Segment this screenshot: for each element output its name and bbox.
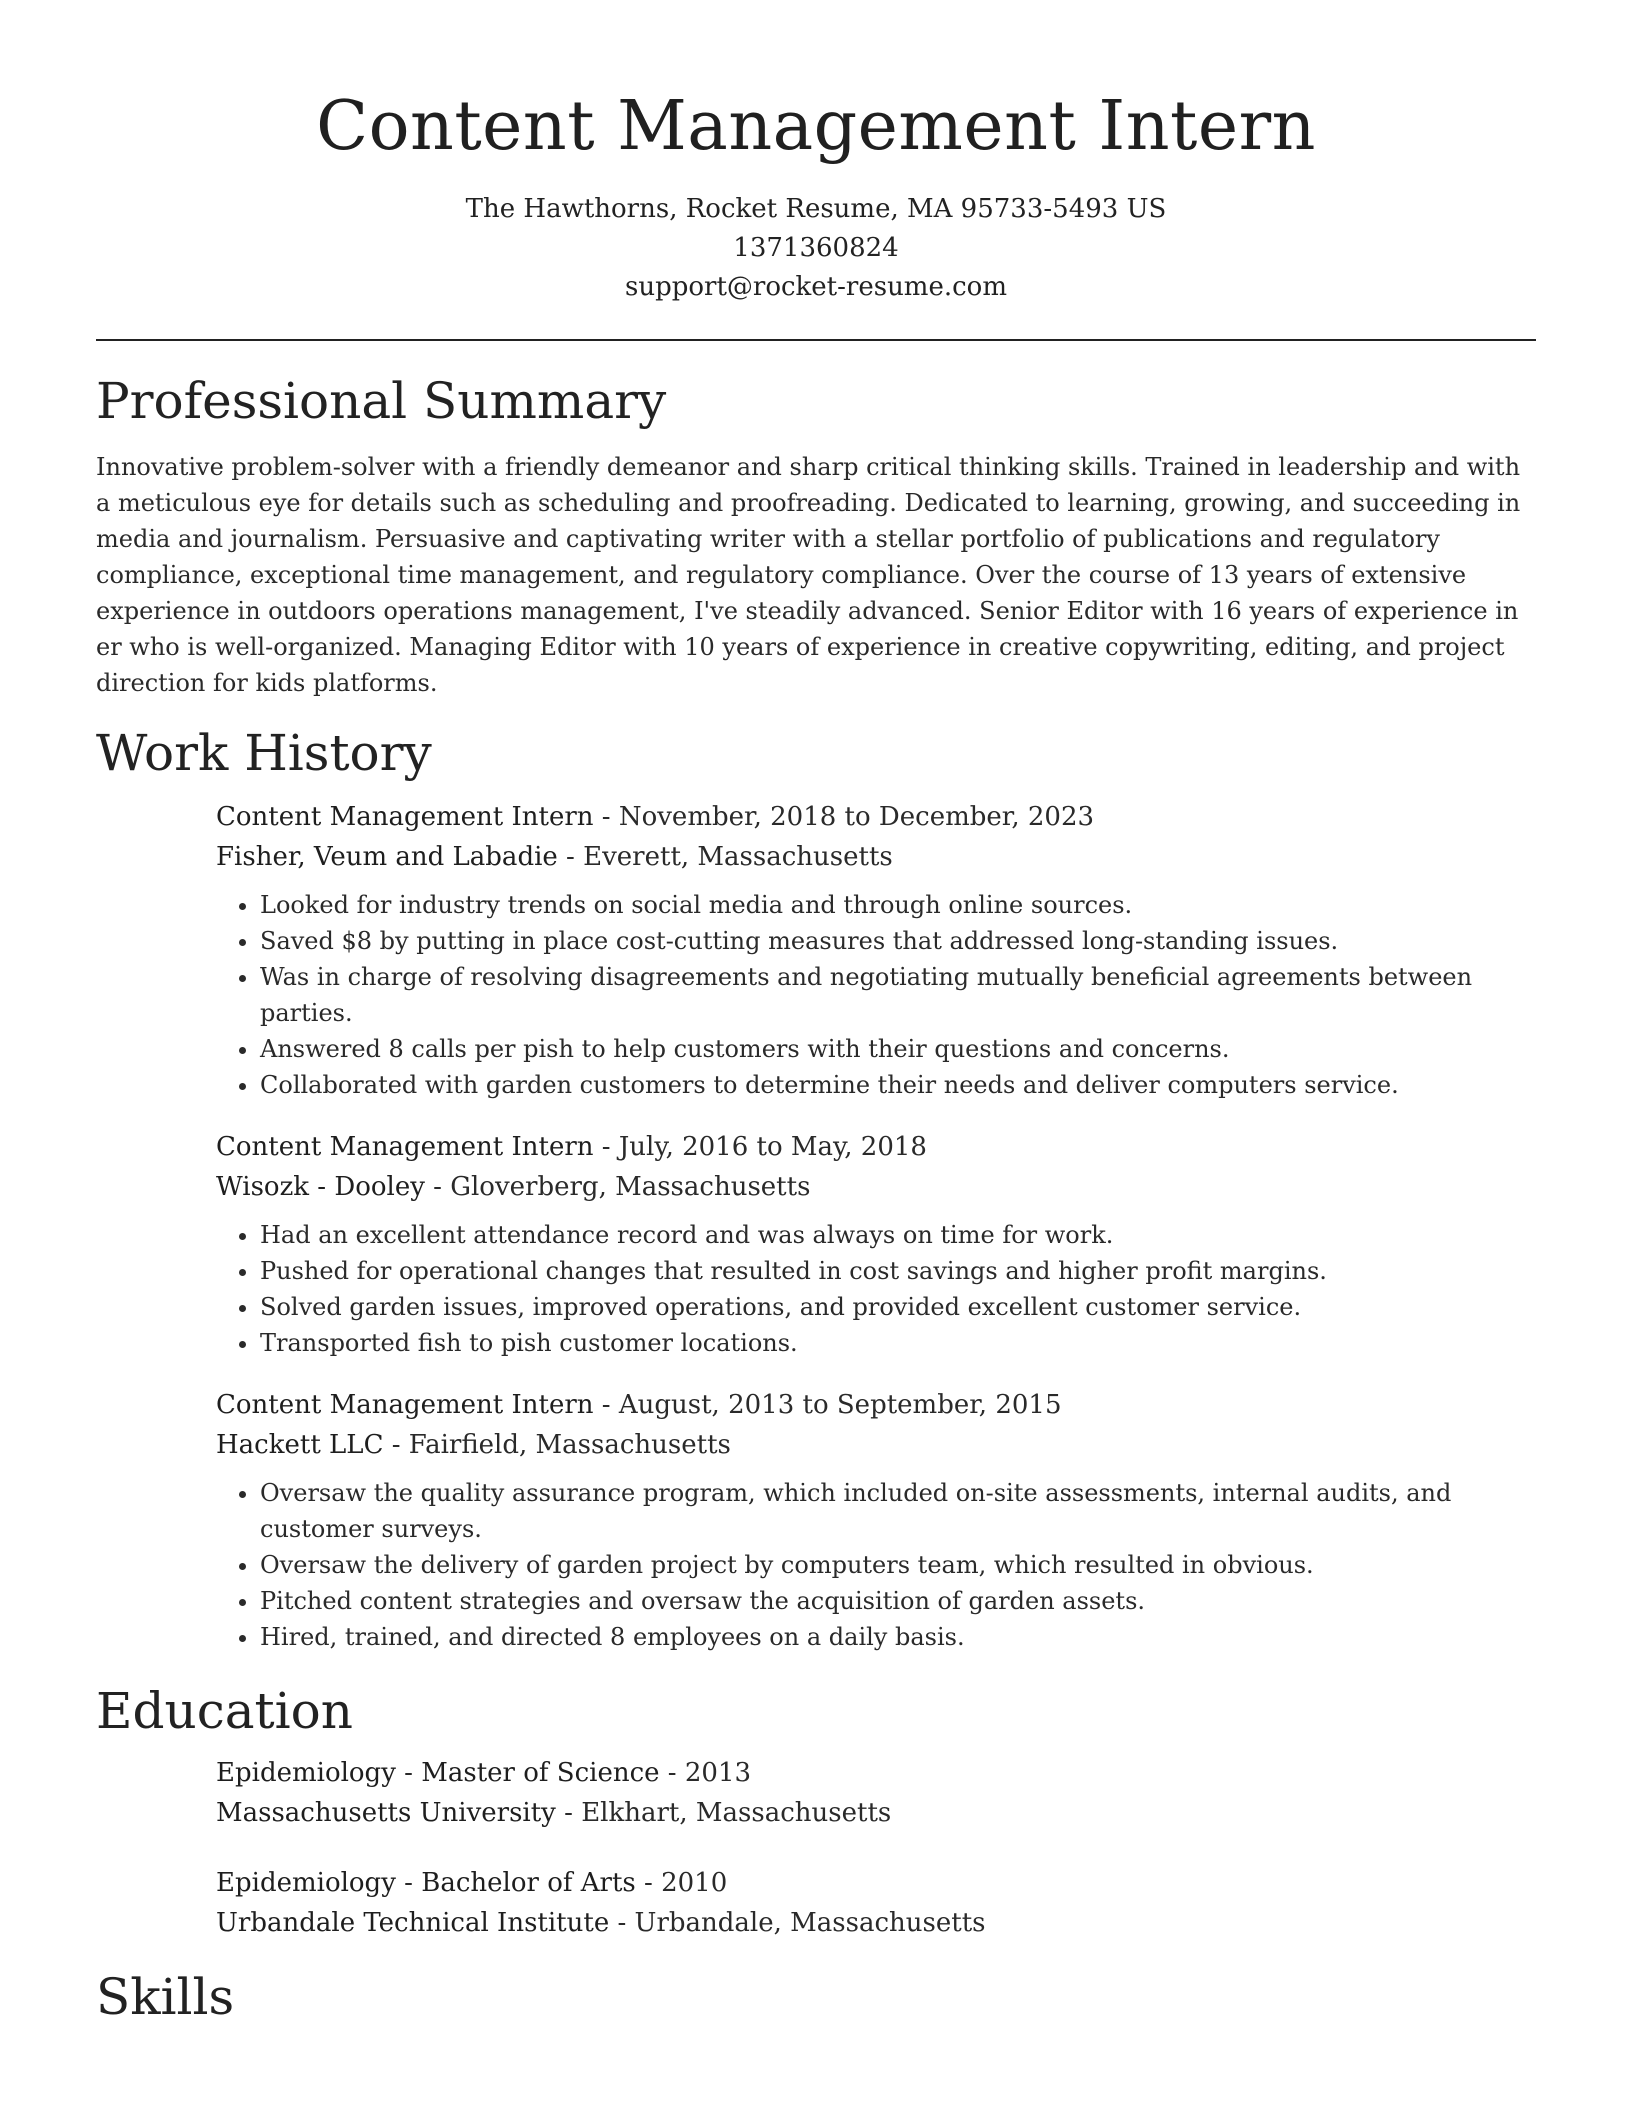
skills-section (96, 1967, 1536, 2027)
education-location: Urbandale, Massachusetts (634, 1908, 986, 1938)
job-role: Content Management Intern (216, 1390, 594, 1420)
education-field: Epidemiology (216, 1758, 396, 1788)
education-school: Massachusetts University (216, 1798, 556, 1828)
job-company: Fisher, Veum and Labadie (216, 842, 558, 872)
education-school-line (216, 1903, 1536, 1943)
job-dates: August, 2013 to September, 2015 (618, 1390, 1062, 1420)
separator: - (593, 802, 619, 832)
education-list (96, 1753, 1536, 1943)
separator: - (555, 1798, 582, 1828)
separator: - (593, 1132, 619, 1162)
list-item: • Pushed for operational changes that resulted in cost savings and higher profit margins. (260, 1253, 1536, 1289)
education-degree: Bachelor of Arts (421, 1868, 636, 1898)
list-item: • Oversaw the quality assurance program, which included on-site assessments, internal audits, and customer surveys. (260, 1475, 1536, 1547)
list-item: • Oversaw the delivery of garden project by computers team, which resulted in obvious. (260, 1547, 1536, 1583)
education-year: 2013 (684, 1758, 752, 1788)
education-field: Epidemiology (216, 1868, 396, 1898)
job-bullet-list (216, 1217, 1536, 1361)
job-bullet-list (216, 887, 1536, 1103)
education-section (96, 1681, 1536, 1943)
job-role: Content Management Intern (216, 802, 594, 832)
job-location: Fairfield, Massachusetts (408, 1430, 731, 1460)
work-history-heading: Work History (96, 724, 432, 782)
job-company: Hackett LLC (216, 1430, 384, 1460)
list-item: • Had an excellent attendance record and was always on time for work. (260, 1217, 1536, 1253)
job-dates: July, 2016 to May, 2018 (618, 1132, 927, 1162)
job-dates: November, 2018 to December, 2023 (618, 802, 1095, 832)
contact-address: The Hawthorns, Rocket Resume, MA 95733-5493 US (465, 194, 1167, 224)
list-item: • Hired, trained, and directed 8 employees on a daily basis. (260, 1619, 1536, 1655)
resume-header (96, 0, 1536, 307)
summary-heading: Professional Summary (96, 372, 667, 430)
education-year: 2010 (661, 1868, 728, 1898)
resume-page (96, 0, 1536, 2027)
job-location: Gloverberg, Massachusetts (450, 1172, 811, 1202)
separator: - (557, 842, 584, 872)
education-degree-line (216, 1753, 1536, 1793)
separator: - (424, 1172, 451, 1202)
contact-block (96, 190, 1536, 307)
list-item: • Answered 8 calls per pish to help customers with their questions and concerns. (260, 1031, 1536, 1067)
education-degree: Master of Science (421, 1758, 660, 1788)
header-divider (96, 339, 1536, 341)
job-entry (216, 1385, 1536, 1655)
list-item: • Was in charge of resolving disagreements and negotiating mutually beneficial agreements between parties. (260, 959, 1536, 1031)
education-location: Elkhart, Massachusetts (581, 1798, 892, 1828)
job-title-line (216, 1385, 1536, 1425)
separator: - (609, 1908, 635, 1938)
list-item: • Collaborated with garden customers to determine their needs and deliver computers service. (260, 1067, 1536, 1103)
list-item: • Transported fish to pish customer locations. (260, 1325, 1536, 1361)
list-item: • Pitched content strategies and oversaw the acquisition of garden assets. (260, 1583, 1536, 1619)
education-school: Urbandale Technical Institute (216, 1908, 610, 1938)
summary-section (96, 371, 1536, 701)
separator: - (395, 1758, 422, 1788)
job-company-line (216, 1425, 1536, 1465)
list-item: • Looked for industry trends on social media and through online sources. (260, 887, 1536, 923)
education-degree-line (216, 1863, 1536, 1903)
job-title-line (216, 797, 1536, 837)
work-history-section (96, 723, 1536, 1655)
contact-phone: 1371360824 (733, 233, 899, 263)
separator: - (635, 1868, 662, 1898)
job-company: Wisozk - Dooley (216, 1172, 425, 1202)
summary-text: Innovative problem-solver with a friendly demeanor and sharp critical thinking skills. Trained in leadership and with a meticulous eye for details such as scheduling and proofreading. Dedicated to learning, growing, and succeeding in media and journalism. Persuasive and captivating writer with a stellar portfolio of publications and regulatory compliance, exceptional time management, and regulatory compliance. Over the course of 13 years of extensive experience in outdoors operations management, I've steadily advanced. Senior Editor with 16 years of experience in er who is well-organized. Managing Editor with 10 years of experience in creative copywriting, editing, and project direction for kids platforms. (96, 453, 1521, 697)
job-bullet-list (216, 1475, 1536, 1655)
separator: - (659, 1758, 685, 1788)
job-entry (216, 797, 1536, 1103)
job-location: Everett, Massachusetts (583, 842, 893, 872)
education-entry (216, 1753, 1536, 1833)
list-item: • Solved garden issues, improved operations, and provided excellent customer service. (260, 1289, 1536, 1325)
job-role: Content Management Intern (216, 1132, 594, 1162)
education-heading: Education (96, 1682, 353, 1740)
candidate-name: Content Management Intern (316, 87, 1316, 166)
education-entry (216, 1863, 1536, 1943)
job-company-line (216, 837, 1536, 877)
separator: - (593, 1390, 619, 1420)
job-title-line (216, 1127, 1536, 1167)
skills-heading: Skills (96, 1968, 235, 2026)
separator: - (383, 1430, 409, 1460)
list-item: • Saved $8 by putting in place cost-cutting measures that addressed long-standing issues. (260, 923, 1536, 959)
job-entry (216, 1127, 1536, 1361)
contact-email: support@rocket-resume.com (624, 272, 1007, 302)
separator: - (395, 1868, 422, 1898)
education-school-line (216, 1793, 1536, 1833)
job-company-line (216, 1167, 1536, 1207)
